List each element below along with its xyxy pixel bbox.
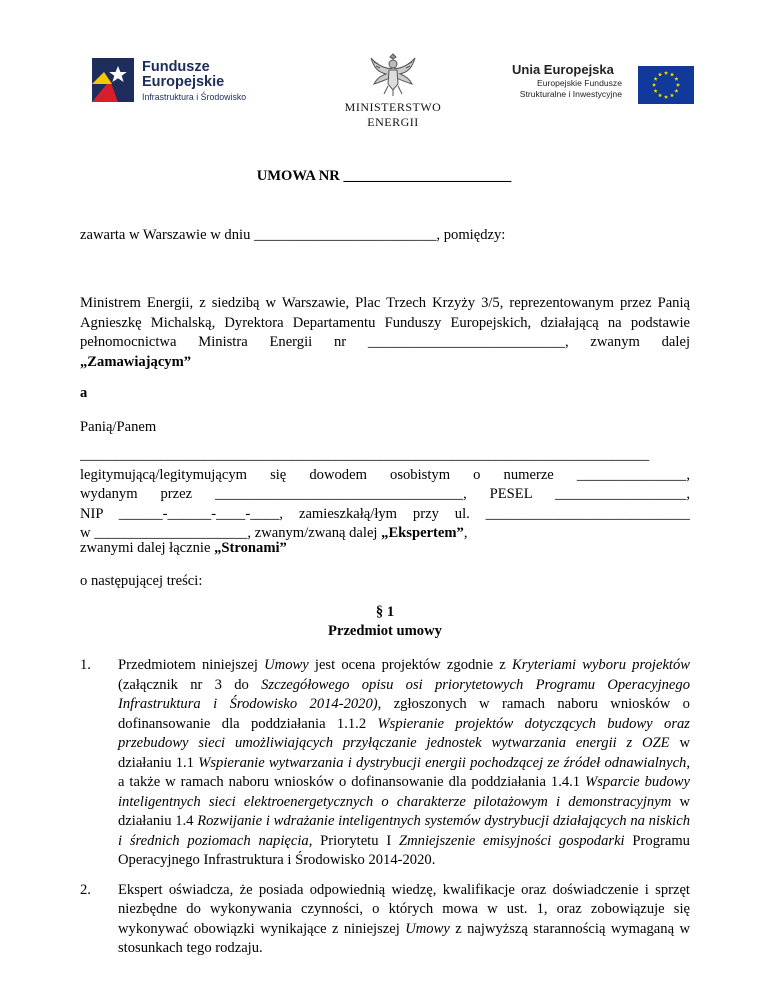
clause-italic-text: Umowy [405,920,450,937]
fe-star-icon [92,58,134,102]
clause-italic-text: Rozwijanie i wdrażanie inteligentnych systemów dystrybucji działających na niskich i średnich poziomach napięcia [118,813,690,849]
expert-alias: „Ekspertem” [381,525,464,541]
clause-text: , zgłoszonych w ramach naboru wniosków o dofinansowanie dla poddziałania 1.1.2 [118,696,690,732]
concluded-line: zawarta w Warszawie w dniu _________________________, pomiędzy: [80,227,506,243]
party2-line2: legitymującą/legitymującym się dowodem osobistym o numerze _______________, [80,466,690,483]
party1-paragraph [80,294,690,372]
and-conjunction [80,384,690,404]
clause-italic-text: Wspieranie projektów dotyczących budowy oraz przebudowy sieci umożliwiających przyłączanie jednostek wytwarzania energii z OZE [118,715,690,751]
party1-text: Ministrem Energii, z siedzibą w Warszawie, Plac Trzech Krzyży 3/5, reprezentowanym przez Panią Agnieszkę Michalską, Dyrektora Departamentu Funduszy Europejskich, działającą na podstawie pełnomocnictwa Ministra Energii nr ___________________________, zwanym dalej [80,295,690,350]
unia-europejska-logo [510,62,700,108]
parties-line [80,539,690,559]
clause-number: 2. [80,881,91,898]
eu-logo-text [512,62,622,100]
fe-logo-line3: Infrastruktura i Środowisko [142,92,247,102]
section-number: § 1 [375,604,395,620]
clause-italic-text: Wspieranie wytwarzania i dystrybucji energii pochodzącej ze źródeł odnawialnych, [198,754,690,771]
section-title: Przedmiot umowy [328,623,442,639]
clause-text: , Priorytetu I [308,832,400,849]
clause-text: jest ocena projektów zgodnie z [308,657,512,673]
clause-text: Ekspert oświadcza, że posiada odpowiednią wiedzę, kwalifikacje oraz doświadczenie i sprzęt niezbędne do wykonywania czynności, o których mowa w ust. 1, oraz zobowiązuje się wykonywać obowiązki wynikające z niniejszej [118,881,690,937]
clause-italic-text: Zmniejszenie emisyjności gospodarki [399,832,625,849]
clause-italic-text: Umowy [264,657,309,673]
party2-block [80,446,690,544]
parties-pre: zwanymi dalej łącznie [80,540,211,556]
ministry-name: MINISTERSTWO ENERGII [344,100,442,129]
fe-logo-line2: Europejskie [142,74,225,90]
clause-text: a także w ramach naboru wniosków o dofinansowanie dla poddziałania 1.4.1 [118,774,586,790]
clause-italic-text: Kryteriami wyboru projektów [511,657,691,673]
clause-italic-text: Szczegółowego opisu osi priorytetowych Programu Operacyjnego Infrastruktura i Środowisko 2014-2020) [118,676,690,712]
ministerstwo-energii-logo [318,50,468,129]
eu-logo-line3: Strukturalne i Inwestycyjne [519,89,622,99]
contract-title: UMOWA NR _______________________ [256,168,512,184]
clause-text: z najwyższą starannością wymaganą w stosunkach tego rodzaju. [118,920,690,956]
eu-logo-line1: Unia Europejska [512,62,614,77]
and-text: a [80,385,88,401]
party2-line5-pre: w _____________________, zwanym/zwaną dalej [80,525,378,541]
party2-line5-post: , [463,525,468,541]
parties-alias: „Stronami” [214,540,287,556]
clause-text: Programu Operacyjnego Infrastruktura i Środowisko 2014-2020. [118,832,690,868]
fundusze-europejskie-logo [92,58,272,108]
clause-text: w działaniu 1.1 [118,735,690,771]
fe-logo-line1: Fundusze [142,59,210,75]
clause-text: w działaniu 1.4 [118,793,690,829]
polish-eagle-icon [368,50,418,98]
fe-logo-text [142,60,246,104]
clause-number: 1. [80,657,91,673]
eu-flag-icon [638,66,694,104]
party1-alias: „Zamawiającym” [80,353,192,370]
party2-line3: wydanym przez __________________________________, PESEL __________________, [80,486,690,502]
clauses-list [80,656,690,959]
eu-logo-line2: Europejskie Fundusze [536,78,622,88]
clause-item [80,656,690,871]
clause-text: Przedmiotem niniejszej [118,657,265,673]
party2-line1: ______________________________________________________________________________ [80,447,650,463]
party2-label: Panią/Panem [80,419,157,435]
following-line: o następującej treści: [80,573,203,589]
clause-item [80,881,690,959]
clause-text: (załącznik nr 3 do [118,676,262,693]
clause-italic-text: Wsparcie budowy inteligentnych sieci elektroenergetycznych o charakterze pilotażowym i demonstracyjnym [118,774,691,810]
party2-line4: NIP ______-______-____-____, zamieszkałą/łym przy ul. ____________________________ [80,505,690,522]
